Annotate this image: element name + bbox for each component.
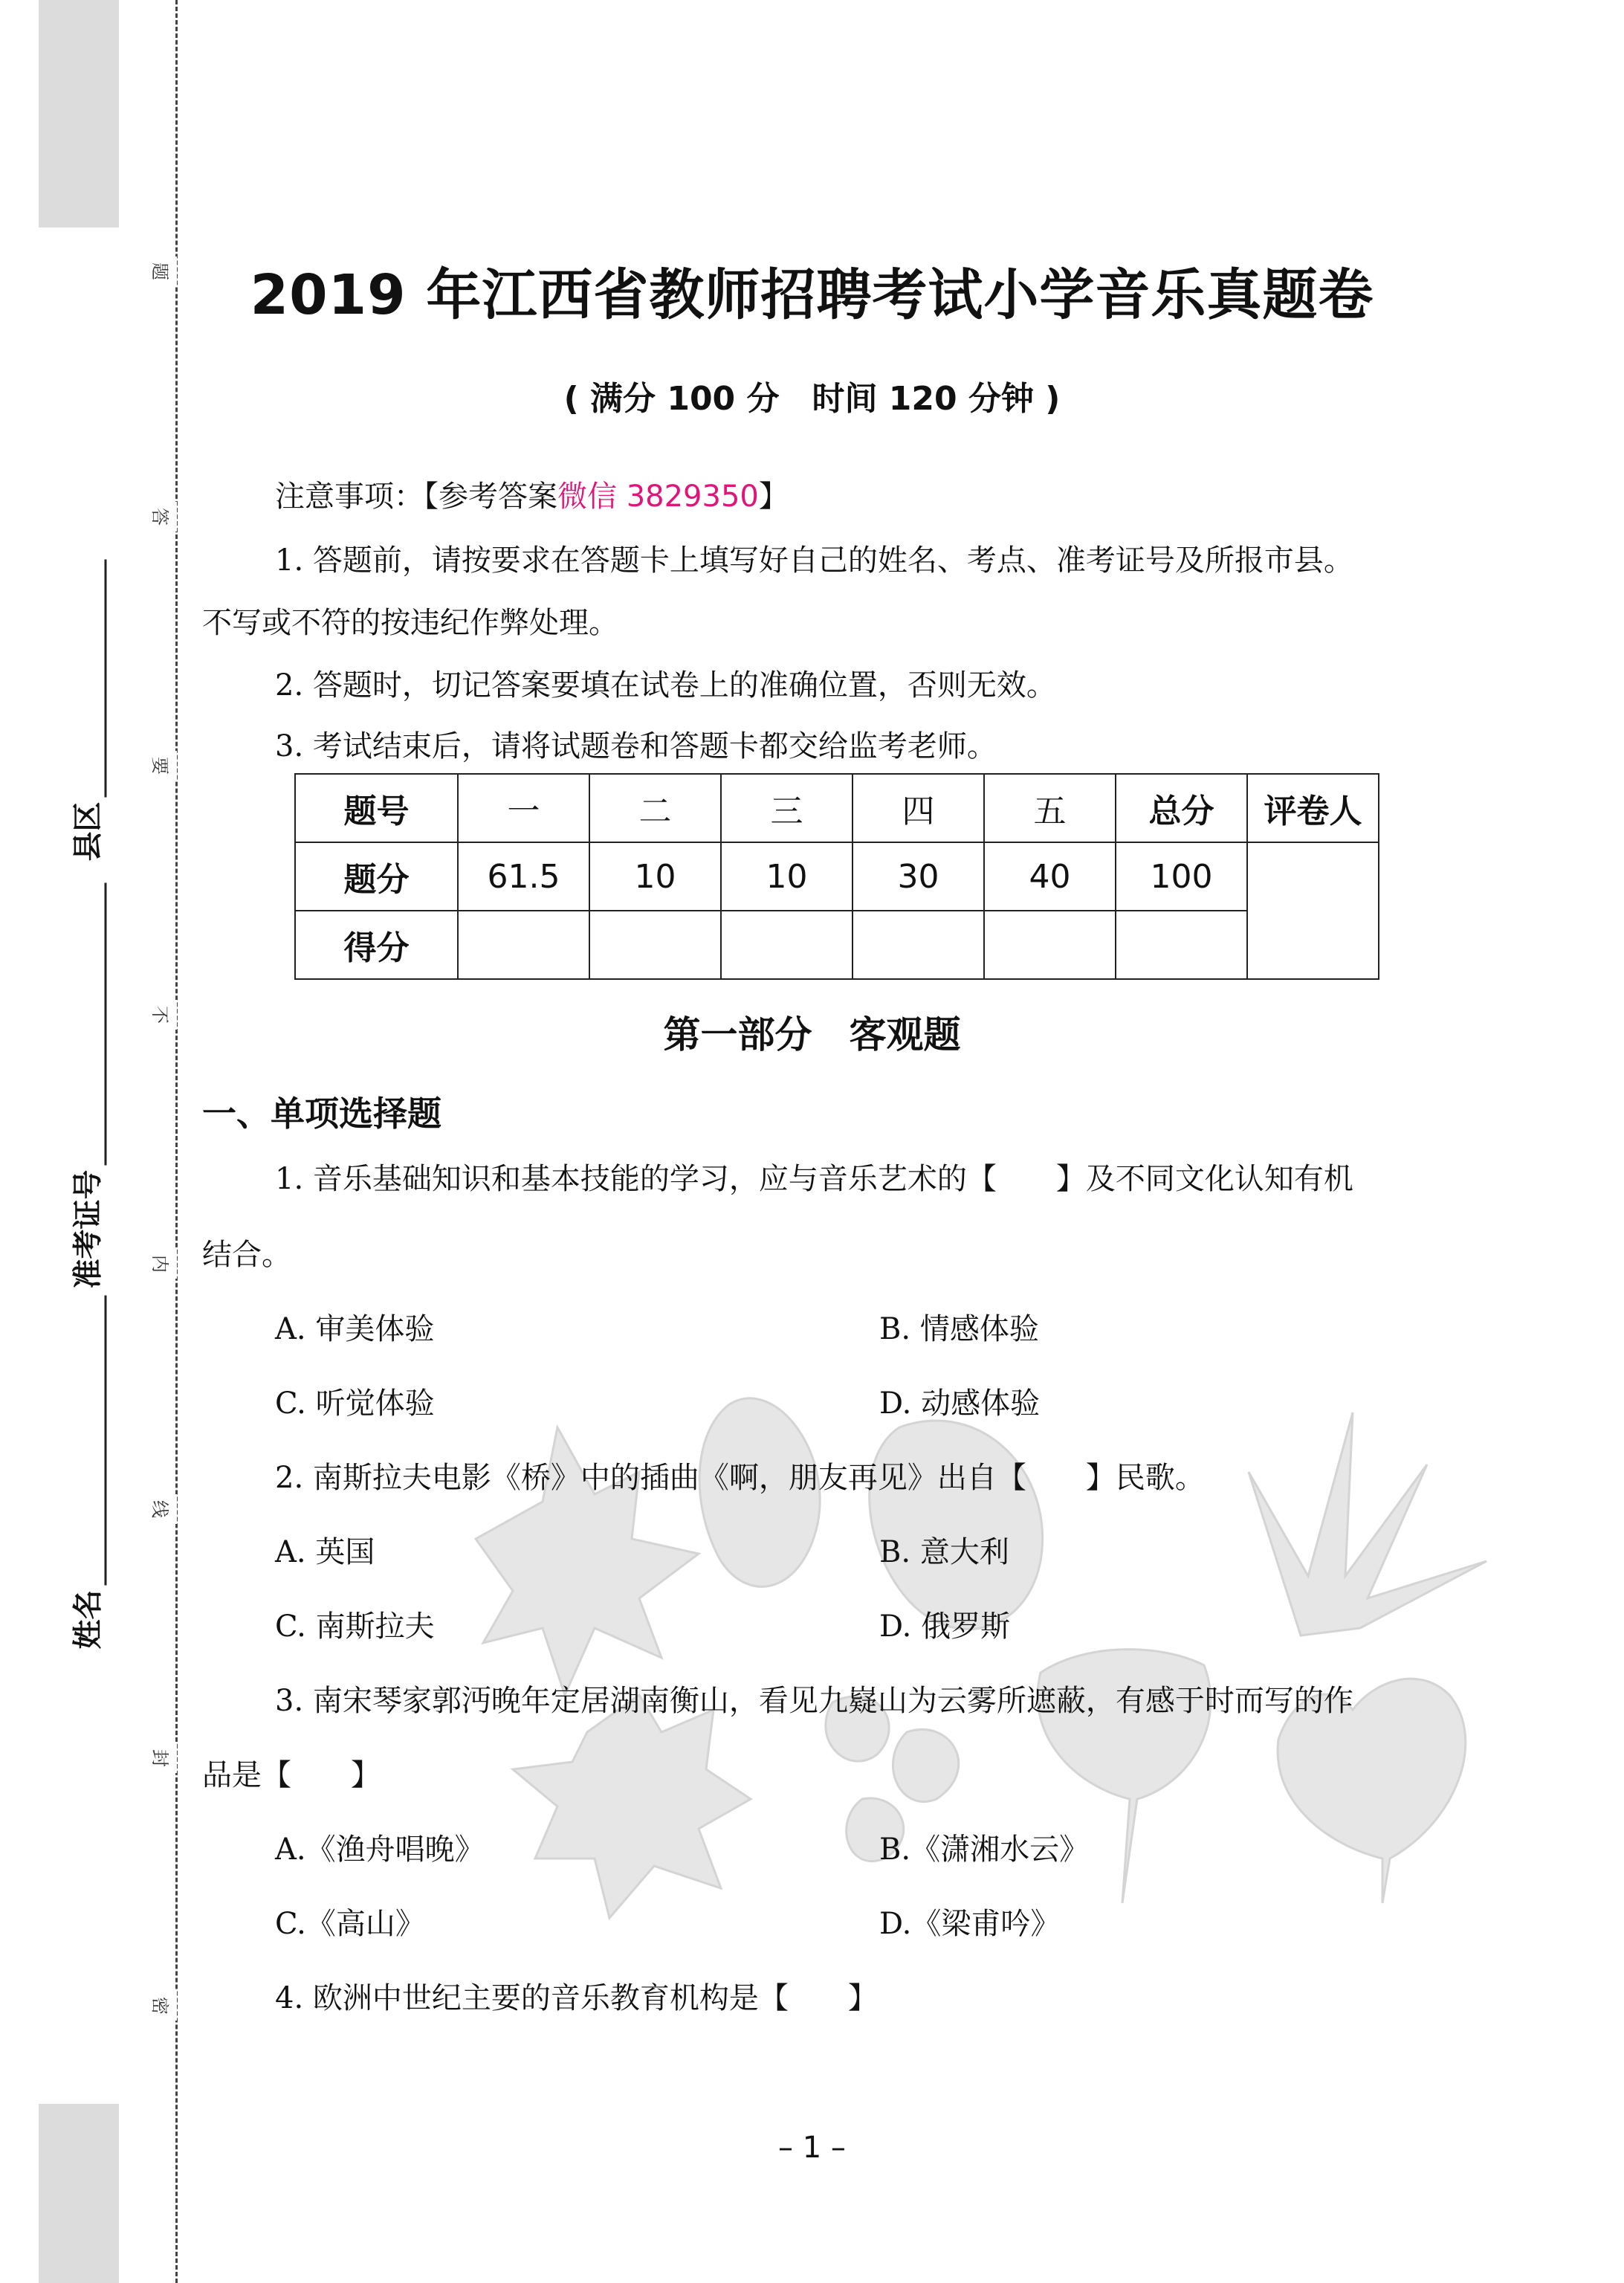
notice-header	[275, 477, 789, 516]
option-3c: C.《高山》	[275, 1907, 425, 1941]
points-cell: 100	[1116, 842, 1247, 911]
option-2d: D. 俄罗斯	[879, 1609, 1011, 1644]
table-header-cell: 三	[721, 774, 853, 842]
district-line	[78, 559, 107, 797]
score-input-cell[interactable]	[589, 911, 721, 979]
points-cell: 40	[984, 842, 1116, 911]
option-2a: A. 英国	[275, 1535, 375, 1569]
palm-leaf-watermark	[1249, 1412, 1486, 1635]
seal-char: 密	[147, 1991, 177, 2021]
notice-item-1-cont: 不写或不符的按违纪作弊处理。	[202, 606, 618, 640]
table-row	[295, 774, 1379, 842]
score-input-cell[interactable]	[853, 911, 984, 979]
notice-label-end: 】	[758, 479, 789, 514]
question-4: 4. 欧洲中世纪主要的音乐教育机构是【 】	[275, 1981, 878, 2015]
table-row	[295, 911, 1379, 979]
fig-leaf-watermark	[513, 1695, 751, 1918]
exam-id-label: 准考证号	[71, 1169, 106, 1288]
points-cell: 30	[853, 842, 984, 911]
table-header-cell: 二	[589, 774, 721, 842]
score-input-cell[interactable]	[1116, 911, 1247, 979]
score-input-cell[interactable]	[721, 911, 853, 979]
part-heading: 一、单项选择题	[202, 1094, 441, 1134]
table-header-cell: 评卷人	[1247, 774, 1379, 842]
points-label-cell: 题分	[295, 842, 458, 911]
option-2c: C. 南斯拉夫	[275, 1609, 435, 1644]
oval-leaf-watermark	[870, 1421, 1043, 1629]
option-1a: A. 审美体验	[275, 1312, 435, 1346]
option-2b: B. 意大利	[879, 1535, 1009, 1569]
notice-item-1: 1. 答题前，请按要求在答题卡上填写好自己的姓名、考点、准考证号及所报市县。	[275, 543, 1353, 578]
seal-char: 线	[147, 1494, 177, 1524]
score-input-cell[interactable]	[984, 911, 1116, 979]
seal-char: 要	[147, 751, 177, 781]
score-label-cell: 得分	[295, 911, 458, 979]
page-number: – 1 –	[778, 2131, 846, 2165]
page-title: 2019 年江西省教师招聘考试小学音乐真题卷	[250, 263, 1374, 327]
option-3d: D.《梁甫吟》	[879, 1907, 1061, 1941]
name-label: 姓名	[71, 1589, 106, 1649]
exam-id-field[interactable]	[52, 877, 119, 1294]
table-header-cell: 一	[458, 774, 589, 842]
table-header-cell: 四	[853, 774, 984, 842]
district-field[interactable]	[52, 543, 119, 877]
name-field[interactable]	[52, 1294, 119, 1650]
grader-cell[interactable]	[1247, 842, 1379, 979]
seal-char: 封	[147, 1743, 177, 1773]
table-header-cell: 五	[984, 774, 1116, 842]
seal-char: 不	[147, 1000, 177, 1030]
option-1c: C. 听觉体验	[275, 1386, 435, 1421]
option-1b: B. 情感体验	[879, 1312, 1039, 1346]
seal-char: 内	[147, 1249, 177, 1279]
question-3-cont: 品是【 】	[202, 1758, 381, 1792]
table-row	[295, 842, 1379, 911]
points-cell: 10	[721, 842, 853, 911]
table-header-cell: 总分	[1116, 774, 1247, 842]
notice-contact: 微信 3829350	[557, 479, 759, 514]
seal-dashed-line	[175, 0, 178, 2283]
question-1-cont: 结合。	[202, 1238, 291, 1272]
option-3a: A.《渔舟唱晚》	[275, 1832, 485, 1867]
score-input-cell[interactable]	[458, 911, 589, 979]
seal-char: 答	[147, 502, 177, 532]
district-label: 县区	[71, 801, 106, 861]
name-line	[78, 1295, 107, 1585]
section-title: 第一部分 客观题	[663, 1013, 961, 1056]
page-subtitle: ( 满分 100 分 时间 120 分钟 )	[563, 380, 1061, 418]
points-cell: 10	[589, 842, 721, 911]
option-1d: D. 动感体验	[879, 1386, 1041, 1421]
option-3b: B.《潇湘水云》	[879, 1832, 1090, 1867]
score-table	[294, 773, 1379, 980]
points-cell: 61.5	[458, 842, 589, 911]
question-1: 1. 音乐基础知识和基本技能的学习，应与音乐艺术的【 】及不同文化认知有机	[275, 1162, 1353, 1196]
margin-gray-top	[39, 0, 119, 227]
table-header-cell: 题号	[295, 774, 458, 842]
question-3: 3. 南宋琴家郭沔晚年定居湖南衡山，看见九嶷山为云雾所遮蔽，有感于时而写的作	[275, 1684, 1353, 1718]
seal-char: 题	[147, 256, 177, 286]
notice-label: 注意事项：【参考答案	[275, 479, 557, 514]
notice-item-3: 3. 考试结束后，请将试题卷和答题卡都交给监考老师。	[275, 729, 997, 763]
question-2: 2. 南斯拉夫电影《桥》中的插曲《啊，朋友再见》出自【 】民歌。	[275, 1461, 1205, 1495]
notice-item-2: 2. 答题时，切记答案要填在试卷上的准确位置，否则无效。	[275, 668, 1056, 703]
